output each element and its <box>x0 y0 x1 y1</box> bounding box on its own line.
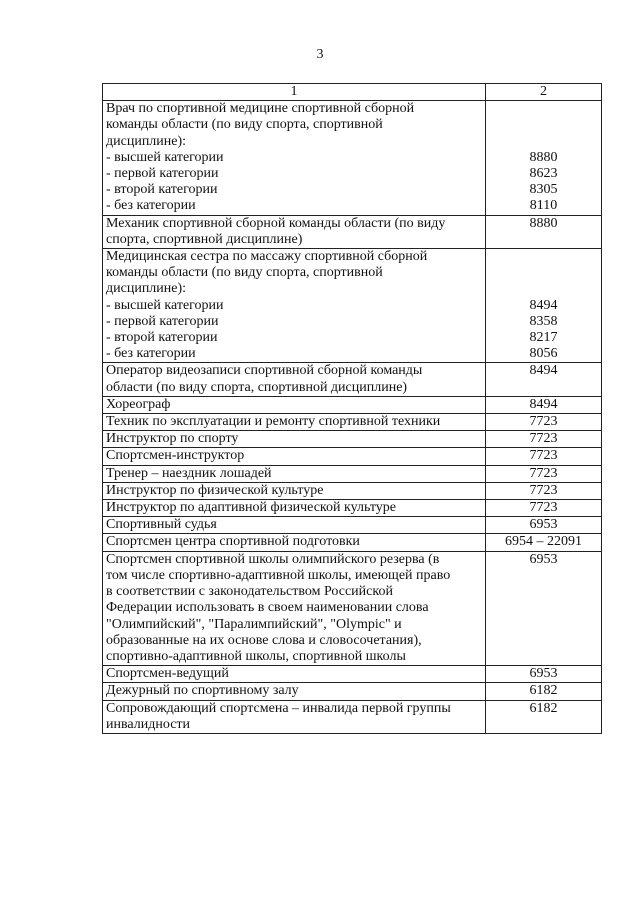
salary-value: 7723 <box>529 482 558 498</box>
position-name-cell <box>103 482 486 499</box>
position-name-cell <box>103 448 486 465</box>
position-name-line: - второй категории <box>106 330 218 346</box>
salary-value-cell <box>486 414 602 431</box>
position-name-cell <box>103 666 486 683</box>
table-row <box>103 249 602 363</box>
salary-value-cell <box>486 666 602 683</box>
position-name-cell <box>103 396 486 413</box>
salary-value-cell <box>486 534 602 551</box>
table-row <box>103 465 602 482</box>
page-number: 3 <box>316 47 324 62</box>
salary-value-cell <box>486 448 602 465</box>
salary-value-cell <box>486 700 602 733</box>
position-name-line: инвалидности <box>106 716 191 732</box>
salary-value: 8217 <box>529 330 558 346</box>
salary-value: 8305 <box>529 182 558 198</box>
position-name-line: области (по виду спорта, спортивной дисциплине) <box>106 379 408 395</box>
position-name-line: Инструктор по спорту <box>106 431 239 447</box>
salary-value-cell <box>486 683 602 700</box>
salary-value: 8880 <box>529 149 558 165</box>
salary-table <box>102 83 602 734</box>
salary-value-cell <box>486 500 602 517</box>
position-name-cell <box>103 517 486 534</box>
table-row <box>103 500 602 517</box>
position-name-cell <box>103 101 486 215</box>
salary-value: 8110 <box>529 198 558 214</box>
salary-value: 6953 <box>529 666 558 682</box>
salary-value: 8358 <box>529 313 558 329</box>
salary-value-cell <box>486 101 602 215</box>
position-name-line: спорта, спортивной дисциплине) <box>106 231 303 247</box>
table-row <box>103 482 602 499</box>
position-name-cell <box>103 683 486 700</box>
position-name-line: Медицинская сестра по массажу спортивной сборной <box>106 249 428 265</box>
position-name-line: Врач по спортивной медицине спортивной сборной <box>106 101 415 117</box>
position-name-cell <box>103 431 486 448</box>
table-row <box>103 431 602 448</box>
table-row <box>103 534 602 551</box>
table-row <box>103 414 602 431</box>
position-name-line: - второй категории <box>106 182 218 198</box>
position-name-line: Федерации использовать в своем наименовании слова <box>106 600 429 616</box>
position-name-line: Спортсмен-ведущий <box>106 666 229 682</box>
salary-value: 6182 <box>529 700 558 716</box>
position-name-line: Тренер – наездник лошадей <box>106 465 272 481</box>
position-name-line: образованные на их основе слова и словосочетания), <box>106 632 422 648</box>
salary-value: 7723 <box>529 500 558 516</box>
salary-value: 8494 <box>529 297 558 313</box>
salary-value: 7723 <box>529 448 558 464</box>
position-name-line: - высшей категории <box>106 149 224 165</box>
salary-value-cell <box>486 482 602 499</box>
value-spacer <box>489 249 598 298</box>
salary-value: 8494 <box>529 396 558 412</box>
position-name-line: том числе спортивно-адаптивной школы, имеющей право <box>106 567 451 583</box>
position-name-line: Оператор видеозаписи спортивной сборной команды <box>106 363 423 379</box>
position-name-cell <box>103 500 486 517</box>
salary-value-cell <box>486 465 602 482</box>
position-name-line: Инструктор по физической культуре <box>106 482 324 498</box>
table-row <box>103 683 602 700</box>
position-name-line: Инструктор по адаптивной физической культуре <box>106 500 396 516</box>
salary-value: 8056 <box>529 346 558 362</box>
salary-value: 8623 <box>529 166 558 181</box>
position-name-cell <box>103 414 486 431</box>
position-name-line: Техник по эксплуатации и ремонту спортивной техники <box>106 414 441 430</box>
position-name-line: Спортивный судья <box>106 517 217 533</box>
table-row <box>103 396 602 413</box>
table-row <box>103 551 602 665</box>
table-row <box>103 363 602 396</box>
position-name-cell <box>103 465 486 482</box>
salary-value: 6182 <box>529 683 558 699</box>
position-name-line: - без категории <box>106 346 196 362</box>
salary-value: 8880 <box>529 215 558 231</box>
position-name-line: Механик спортивной сборной команды области (по виду <box>106 215 446 231</box>
position-name-line: Дежурный по спортивному залу <box>106 683 299 699</box>
salary-value: 6953 <box>529 517 558 533</box>
position-name-line: дисциплине): <box>106 281 187 297</box>
position-name-line: спортивно-адаптивной школы, спортивной школы <box>106 648 406 664</box>
salary-value-cell <box>486 249 602 363</box>
salary-value-cell <box>486 431 602 448</box>
column-header-2: 2 <box>486 84 602 101</box>
position-name-cell <box>103 551 486 665</box>
position-name-line: - без категории <box>106 198 196 214</box>
position-name-cell <box>103 215 486 248</box>
position-name-line: - первой категории <box>106 166 219 182</box>
header-row <box>103 84 602 101</box>
table-row <box>103 448 602 465</box>
salary-value: 8494 <box>529 363 558 379</box>
position-name-line: дисциплине): <box>106 133 187 149</box>
table-row <box>103 700 602 733</box>
value-spacer <box>489 101 598 150</box>
position-name-line: - первой категории <box>106 313 219 329</box>
salary-value: 6953 <box>529 551 558 567</box>
position-name-line: Спортсмен центра спортивной подготовки <box>106 534 360 550</box>
position-name-cell <box>103 249 486 363</box>
salary-value-cell <box>486 363 602 396</box>
position-name-cell <box>103 534 486 551</box>
position-name-line: "Олимпийский", "Паралимпийский", "Olympic" и <box>106 616 402 632</box>
position-name-line: команды области (по виду спорта, спортивной <box>106 265 383 281</box>
salary-value-cell <box>486 215 602 248</box>
position-name-line: в соответствии с законодательством Российской <box>106 584 393 600</box>
position-name-line: Хореограф <box>106 396 171 412</box>
salary-value-cell <box>486 517 602 534</box>
table-body <box>103 101 602 734</box>
table-row <box>103 666 602 683</box>
table-row <box>103 517 602 534</box>
position-name-line: Спортсмен спортивной школы олимпийского резерва (в <box>106 551 440 567</box>
salary-value: 7723 <box>529 465 558 481</box>
table-row <box>103 215 602 248</box>
position-name-cell <box>103 700 486 733</box>
position-name-line: Сопровождающий спортсмена – инвалида первой группы <box>106 700 451 716</box>
position-name-line: Спортсмен-инструктор <box>106 448 245 464</box>
table-row <box>103 101 602 215</box>
salary-value: 7723 <box>529 414 558 430</box>
column-header-1: 1 <box>103 84 486 101</box>
salary-value: 6954 – 22091 <box>505 534 582 550</box>
position-name-line: - высшей категории <box>106 297 224 313</box>
salary-value: 7723 <box>529 431 558 447</box>
salary-value-cell <box>486 396 602 413</box>
position-name-line: команды области (по виду спорта, спортивной <box>106 117 383 133</box>
salary-value-cell <box>486 551 602 665</box>
position-name-cell <box>103 363 486 396</box>
